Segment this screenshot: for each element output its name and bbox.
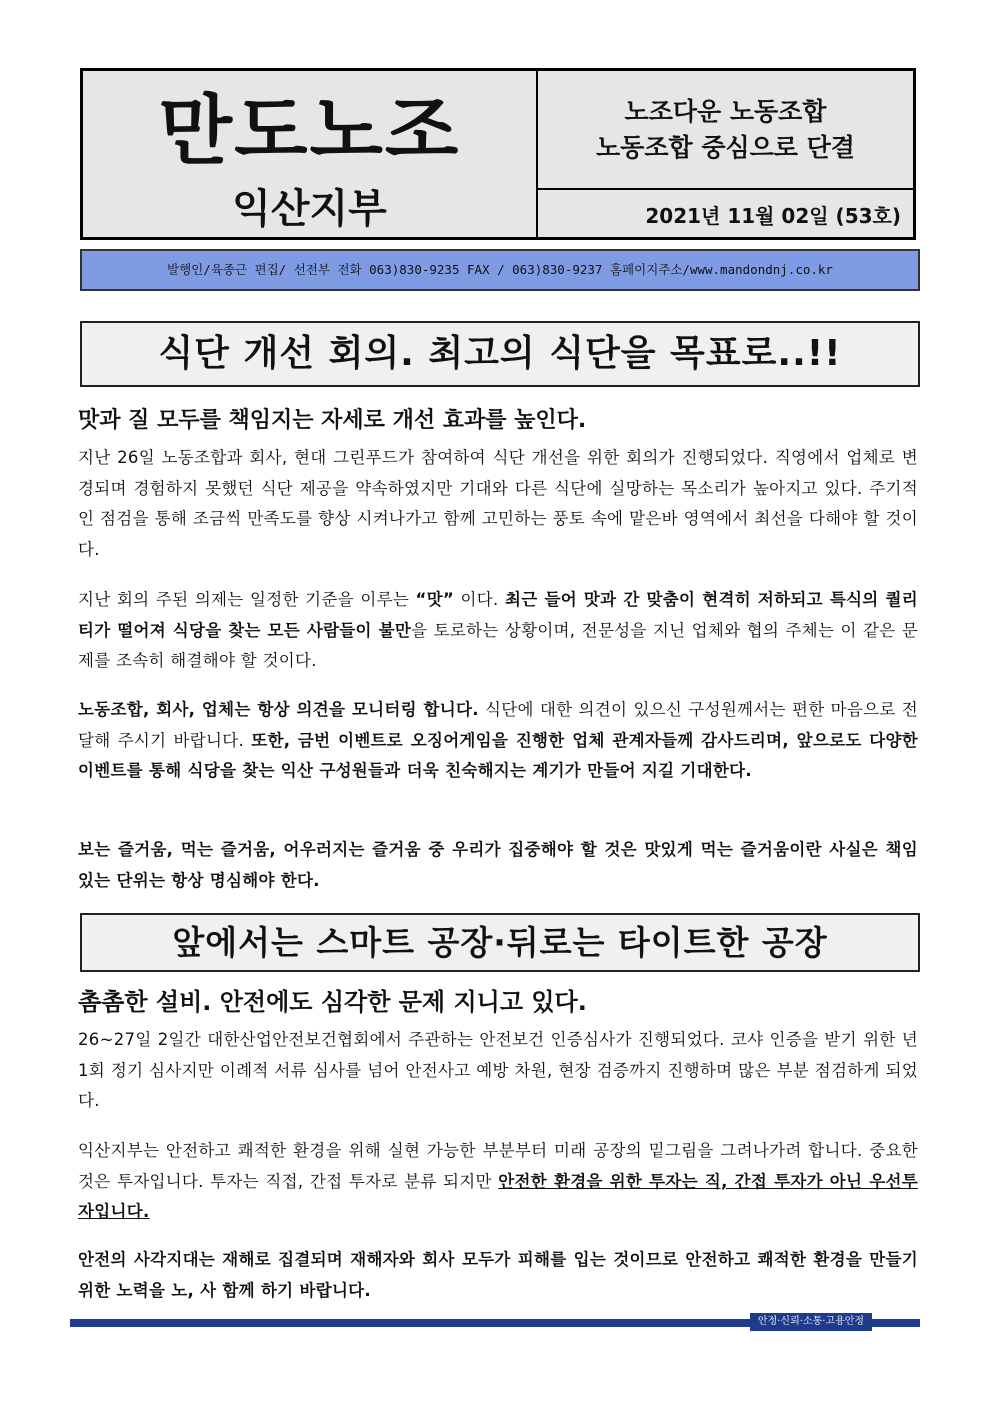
article1-paragraph-3: [78, 695, 918, 787]
emphasis-monitoring: 노동조합, 회사, 업체는 항상 의견을 모니터링 합니다.: [78, 700, 479, 719]
article2-paragraph-2: [78, 1136, 918, 1228]
article2-paragraph-1: 26~27일 2일간 대한산업안전보건협회에서 주관하는 안전보건 인증심사가 진행되었다. 코샤 인증을 받기 위한 년 1회 정기 심사지만 이례적 서류 심사를 넘어 안전사고 예방 차원, 현장 검증까지 진행하며 많은 부분 점검하게 되었다.: [78, 1030, 918, 1110]
article1-subtitle: 맛과 질 모두를 책임지는 자세로 개선 효과를 높인다.: [78, 408, 587, 433]
text-span: 이다.: [454, 590, 506, 609]
emphasis-priority-investment: 안전한 환경을 위한 투자는 직, 간접 투자가 아닌 우선투자입니다.: [78, 1171, 918, 1221]
masthead-subtitle: 익산지부: [232, 186, 387, 232]
masthead-title: 만도노조: [158, 86, 461, 175]
publisher-bar: 발행인/육종근 편집/ 선전부 전화 063)830-9235 FAX / 063)830-9237 홈페이지주소/www.mandondnj.co.kr: [80, 249, 920, 291]
masthead: [83, 71, 538, 237]
article1-paragraph-1: 지난 26일 노동조합과 회사, 현대 그린푸드가 참여하여 식단 개선을 위한 회의가 진행되었다. 직영에서 업체로 변경되며 경험하지 못했던 식단 제공을 약속하였지만 기대와 다른 식단에 실망하는 목소리가 높아지고 있다. 주기적인 점검을 통해 조금씩 만족도를 향상 시켜나가고 함께 고민하는 풍토 속에 맡은바 영역에서 최선을 다해야 할 것이다.: [78, 448, 918, 559]
slogan-line-2: 노동조합 중심으로 단결: [596, 133, 855, 162]
text-span: 익산지부는 안전하고 쾌적한 환경을 위해 실현 가능한 부분부터 미래 공장의 밑그림을 그려나가려 합니다. 중요한 것은 투자입니다. 투자는 직접, 간접 투자로 분류 되지만: [78, 1141, 918, 1191]
article2-title: 앞에서는 스마트 공장·뒤로는 타이트한 공장: [80, 913, 920, 972]
article2-paragraph-3: 안전의 사각지대는 재해로 집결되며 재해자와 회사 모두가 피해를 입는 것이므로 안전하고 쾌적한 환경을 만들기 위한 노력을 노, 사 함께 하기 바랍니다.: [78, 1250, 918, 1300]
article2-subtitle: 촘촘한 설비. 안전에도 심각한 문제 지니고 있다.: [78, 988, 587, 1016]
text-span: 지난 회의 주된 의제는 일정한 기준을 이루는: [78, 590, 416, 609]
slogan-line-1: 노조다운 노동조합: [624, 97, 827, 126]
newsletter-header: [80, 68, 916, 240]
article1-paragraph-2: [78, 585, 918, 677]
emphasis-complaint: 최근 들어 맛과 간 맞춤이 현격히 저하되고 특식의 퀄리티가 떨어져 식당을 찾는 모든 사람들이 불만: [78, 590, 918, 640]
article1-title: 식단 개선 회의. 최고의 식단을 목표로..!!: [80, 321, 920, 387]
footer-tag: 안정·신뢰·소통·고용안정: [750, 1313, 872, 1331]
issue-date: 2021년 11월 02일 (53호): [645, 204, 901, 228]
text-span: 식단에 대한 의견이 있으신 구성원께서는 편한 마음으로 전달해 주시기 바랍니다.: [78, 700, 918, 750]
text-span: 을 토로하는 상황이며, 전문성을 지닌 업체와 협의 주체는 이 같은 문제를 조속히 해결해야 할 것이다.: [78, 620, 918, 670]
article1-paragraph-4: 보는 즐거움, 먹는 즐거움, 어우러지는 즐거움 중 우리가 집중해야 할 것은 맛있게 먹는 즐거움이란 사실은 책임 있는 단위는 항상 명심해야 한다.: [78, 840, 918, 890]
slogan-box: [538, 71, 913, 190]
emphasis-event: 또한, 금번 이벤트로 오징어게임을 진행한 업체 관계자들께 감사드리며, 앞으로도 다양한 이벤트를 통해 식당을 찾는 익산 구성원들과 더욱 친숙해지는 계기가 만들어 지길 기대한다.: [78, 730, 918, 780]
emphasis-taste: “맛”: [415, 590, 455, 609]
